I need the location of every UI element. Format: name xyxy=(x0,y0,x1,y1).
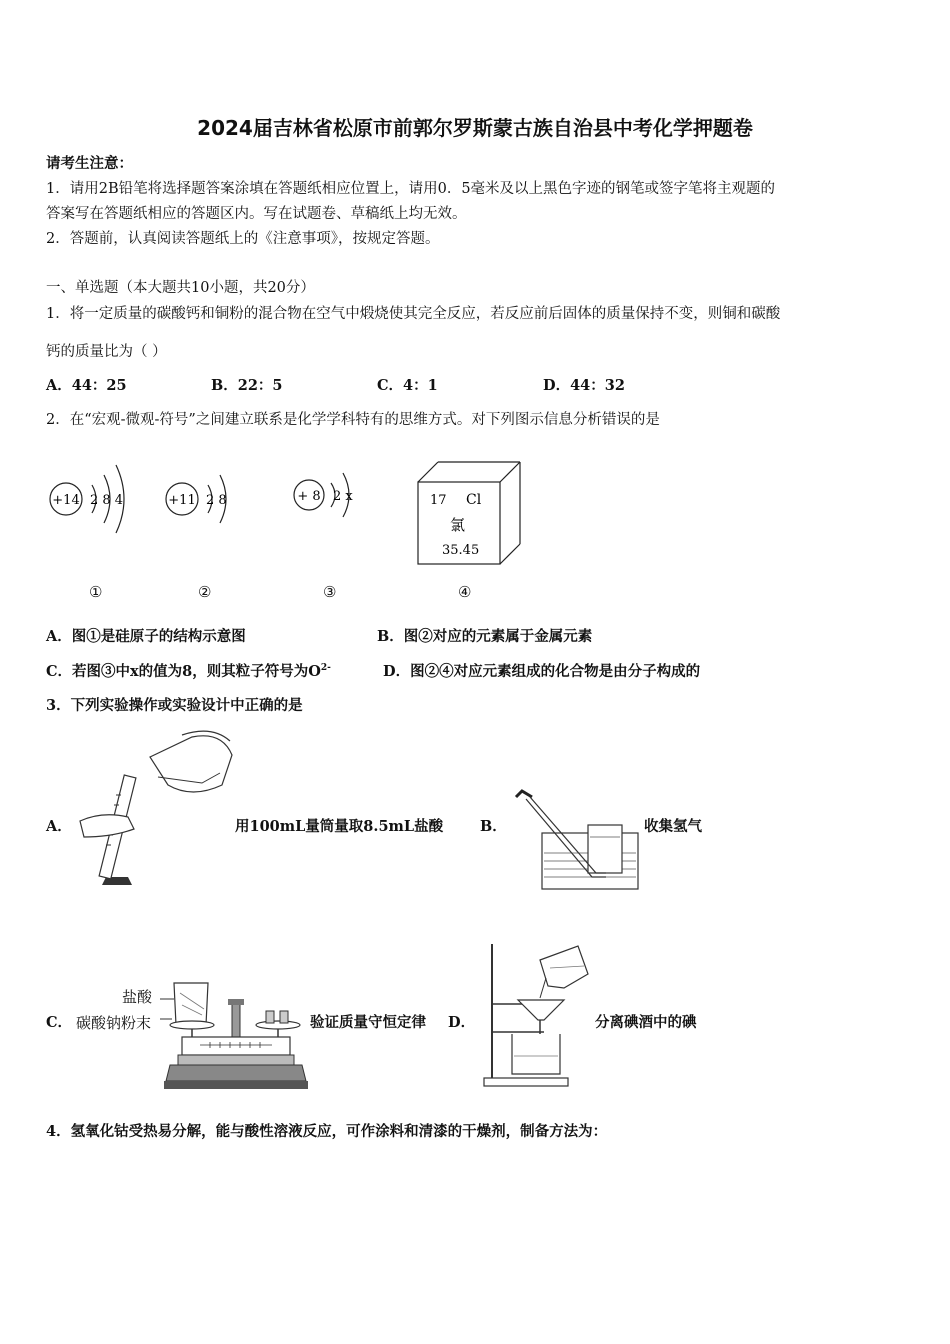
atom-diagram-1 xyxy=(44,455,154,545)
q3-stem: 3．下列实验操作或实验设计中正确的是 xyxy=(46,697,303,714)
q3-d-label: D． xyxy=(448,1014,476,1031)
q3-c-figure-label-na2co3: 碳酸钠粉末 xyxy=(76,1014,152,1032)
q3-c-label: C． xyxy=(46,1014,73,1031)
q1-option-b: B．22：5 xyxy=(211,377,283,394)
q3-a-label: A． xyxy=(46,818,72,835)
element-card-chlorine xyxy=(414,458,526,568)
q3-b-text: 收集氢气 xyxy=(644,818,702,835)
hydrogen-collection-illustration xyxy=(510,785,645,895)
page-title: 2024届吉林省松原市前郭尔罗斯蒙古族自治县中考化学押题卷 xyxy=(197,116,753,140)
q4-stem: 4．氢氧化钴受热易分解，能与酸性溶液反应，可作涂料和清漆的干燥剂，制备方法为： xyxy=(46,1123,608,1140)
atom3-label: ③ xyxy=(323,583,337,601)
notice-heading: 请考生注意： xyxy=(46,155,133,172)
element-symbol: Cl xyxy=(466,492,482,508)
q1-option-c: C．4：1 xyxy=(377,377,438,394)
q3-b-label: B． xyxy=(480,818,507,835)
element-number: 17 xyxy=(430,493,447,508)
element-card-label: ④ xyxy=(458,583,472,601)
notice-item1-line1: 1．请用2B铅笔将选择题答案涂填在答题纸相应位置上，请用0．5毫米及以上黑色字迹的钢笔或签字笔将主观题的 xyxy=(46,181,776,197)
atom-diagram-2 xyxy=(160,455,260,545)
atom3-shells: 2 x xyxy=(333,489,353,504)
element-name: 氯 xyxy=(450,516,466,534)
q2-option-c-superscript: 2- xyxy=(320,663,331,674)
atom2-shells: 2 8 xyxy=(206,493,227,508)
q2-option-a: A．图①是硅原子的结构示意图 xyxy=(46,628,246,645)
graduated-cylinder-pouring-illustration xyxy=(72,725,242,895)
q2-option-b: B．图②对应的元素属于金属元素 xyxy=(377,628,593,645)
q2-option-d: D．图②④对应元素组成的化合物是由分子构成的 xyxy=(383,663,701,680)
atom2-label: ② xyxy=(198,583,212,601)
q1-stem-line1: 1．将一定质量的碳酸钙和铜粉的混合物在空气中煅烧使其完全反应，若反应前后固体的质量保持不变，则铜和碳酸 xyxy=(46,306,781,322)
atom1-label: ① xyxy=(89,583,103,601)
notice-item1-line2: 答案写在答题纸相应的答题区内。写在试题卷、草稿纸上均无效。 xyxy=(46,206,467,222)
atom-diagram-3 xyxy=(287,455,387,545)
balance-scale-illustration xyxy=(160,975,310,1093)
atom1-nucleus: +14 xyxy=(52,493,80,508)
notice-item2: 2．答题前，认真阅读答题纸上的《注意事项》，按规定答题。 xyxy=(46,231,440,247)
q3-d-text: 分离碘酒中的碘 xyxy=(595,1014,697,1031)
atom2-nucleus: +11 xyxy=(168,493,196,508)
q3-a-text: 用100mL量筒量取8.5mL盐酸 xyxy=(235,818,444,835)
q3-c-text: 验证质量守恒定律 xyxy=(310,1014,426,1031)
q1-stem-line2: 钙的质量比为（ ） xyxy=(46,344,167,360)
element-mass: 35.45 xyxy=(442,543,480,558)
q2-option-c-text: C．若图③中x的值为8，则其粒子符号为O xyxy=(46,663,321,680)
section-heading: 一、单选题（本大题共10小题，共20分） xyxy=(46,280,315,296)
atom3-nucleus: + 8 xyxy=(297,489,321,504)
q3-c-figure-label-hcl: 盐酸 xyxy=(122,988,153,1006)
q2-option-c xyxy=(46,660,331,681)
atom1-shells: 2 8 4 xyxy=(90,493,124,508)
filtration-setup-illustration xyxy=(478,938,593,1090)
q2-stem: 2．在“宏观-微观-符号”之间建立联系是化学学科特有的思维方式。对下列图示信息分析错误的是 xyxy=(46,412,660,428)
q1-option-a: A．44：25 xyxy=(46,377,127,394)
q1-option-d: D．44：32 xyxy=(543,377,625,394)
